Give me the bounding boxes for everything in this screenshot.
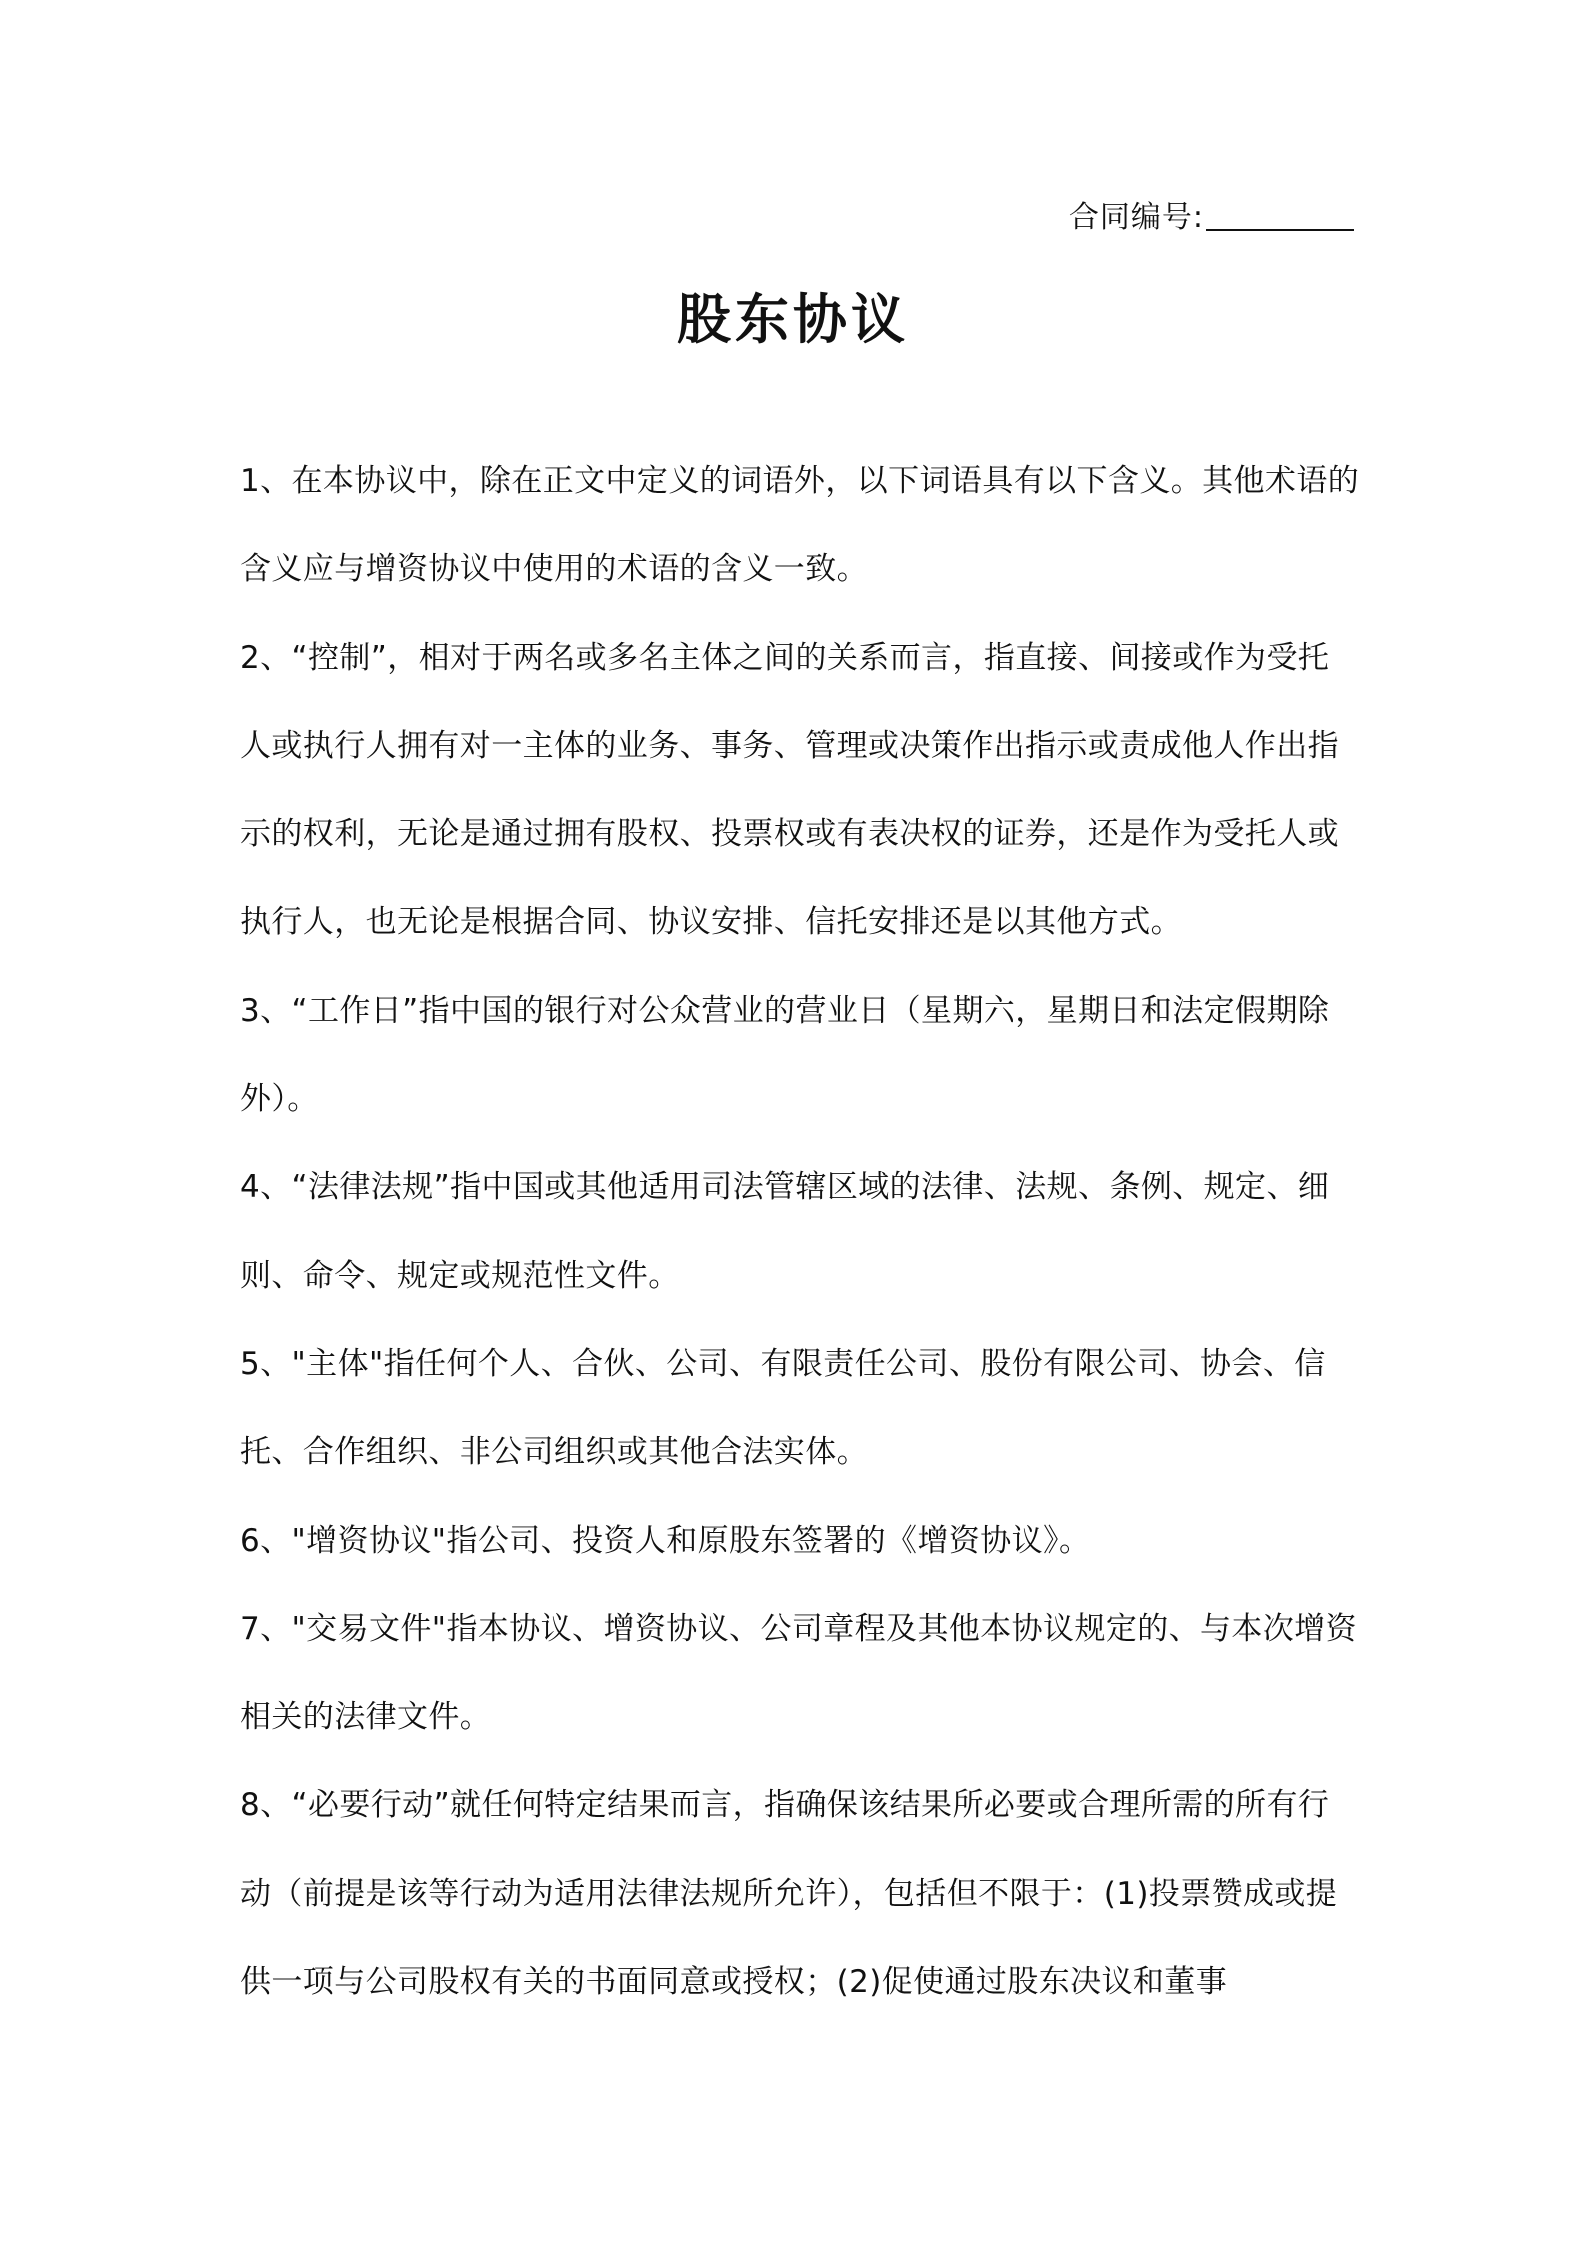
clause-5: 5、"主体"指任何个人、合伙、公司、有限责任公司、股份有限公司、协会、信托、合作组织、非公司组织或其他合法实体。 [240,1345,1326,1471]
clause-4: 4、“法律法规”指中国或其他适用司法管辖区域的法律、法规、条例、规定、细则、命令、规定或规范性文件。 [240,1169,1330,1294]
contract-number-field [1069,196,1354,240]
clause-7: 7、"交易文件"指本协议、增资协议、公司章程及其他本协议规定的、与本次增资相关的法律文件。 [240,1610,1358,1736]
contract-number-label: 合同编号: [1068,200,1204,235]
clause-8: 8、“必要行动”就任何特定结果而言，指确保该结果所必要或合理所需的所有行动（前提是该等行动为适用法律法规所允许），包括但不限于：(1)投票赞成或提供一项与公司股权有关的书面同意或授权；(2)促使通过股东决议和董事 [240,1787,1338,2001]
clause-list [240,437,1360,2026]
contract-number-blank [1206,199,1354,231]
clause-2: 2、“控制”，相对于两名或多名主体之间的关系而言，指直接、间接或作为受托人或执行人拥有对一主体的业务、事务、管理或决策作出指示或责成他人作出指示的权利，无论是通过拥有股权、投票权或有表决权的证券，还是作为受托人或执行人，也无论是根据合同、协议安排、信托安排还是以其他方式。 [240,639,1339,941]
clause-1: 1、在本协议中，除在正文中定义的词语外，以下词语具有以下含义。其他术语的含义应与增资协议中使用的术语的含义一致。 [240,463,1360,588]
clause-6: 6、"增资协议"指公司、投资人和原股东签署的《增资协议》。 [240,1522,1091,1559]
document-title: 股东协议 [677,288,909,351]
clause-3: 3、“工作日”指中国的银行对公众营业的营业日（星期六，星期日和法定假期除外）。 [240,992,1330,1118]
